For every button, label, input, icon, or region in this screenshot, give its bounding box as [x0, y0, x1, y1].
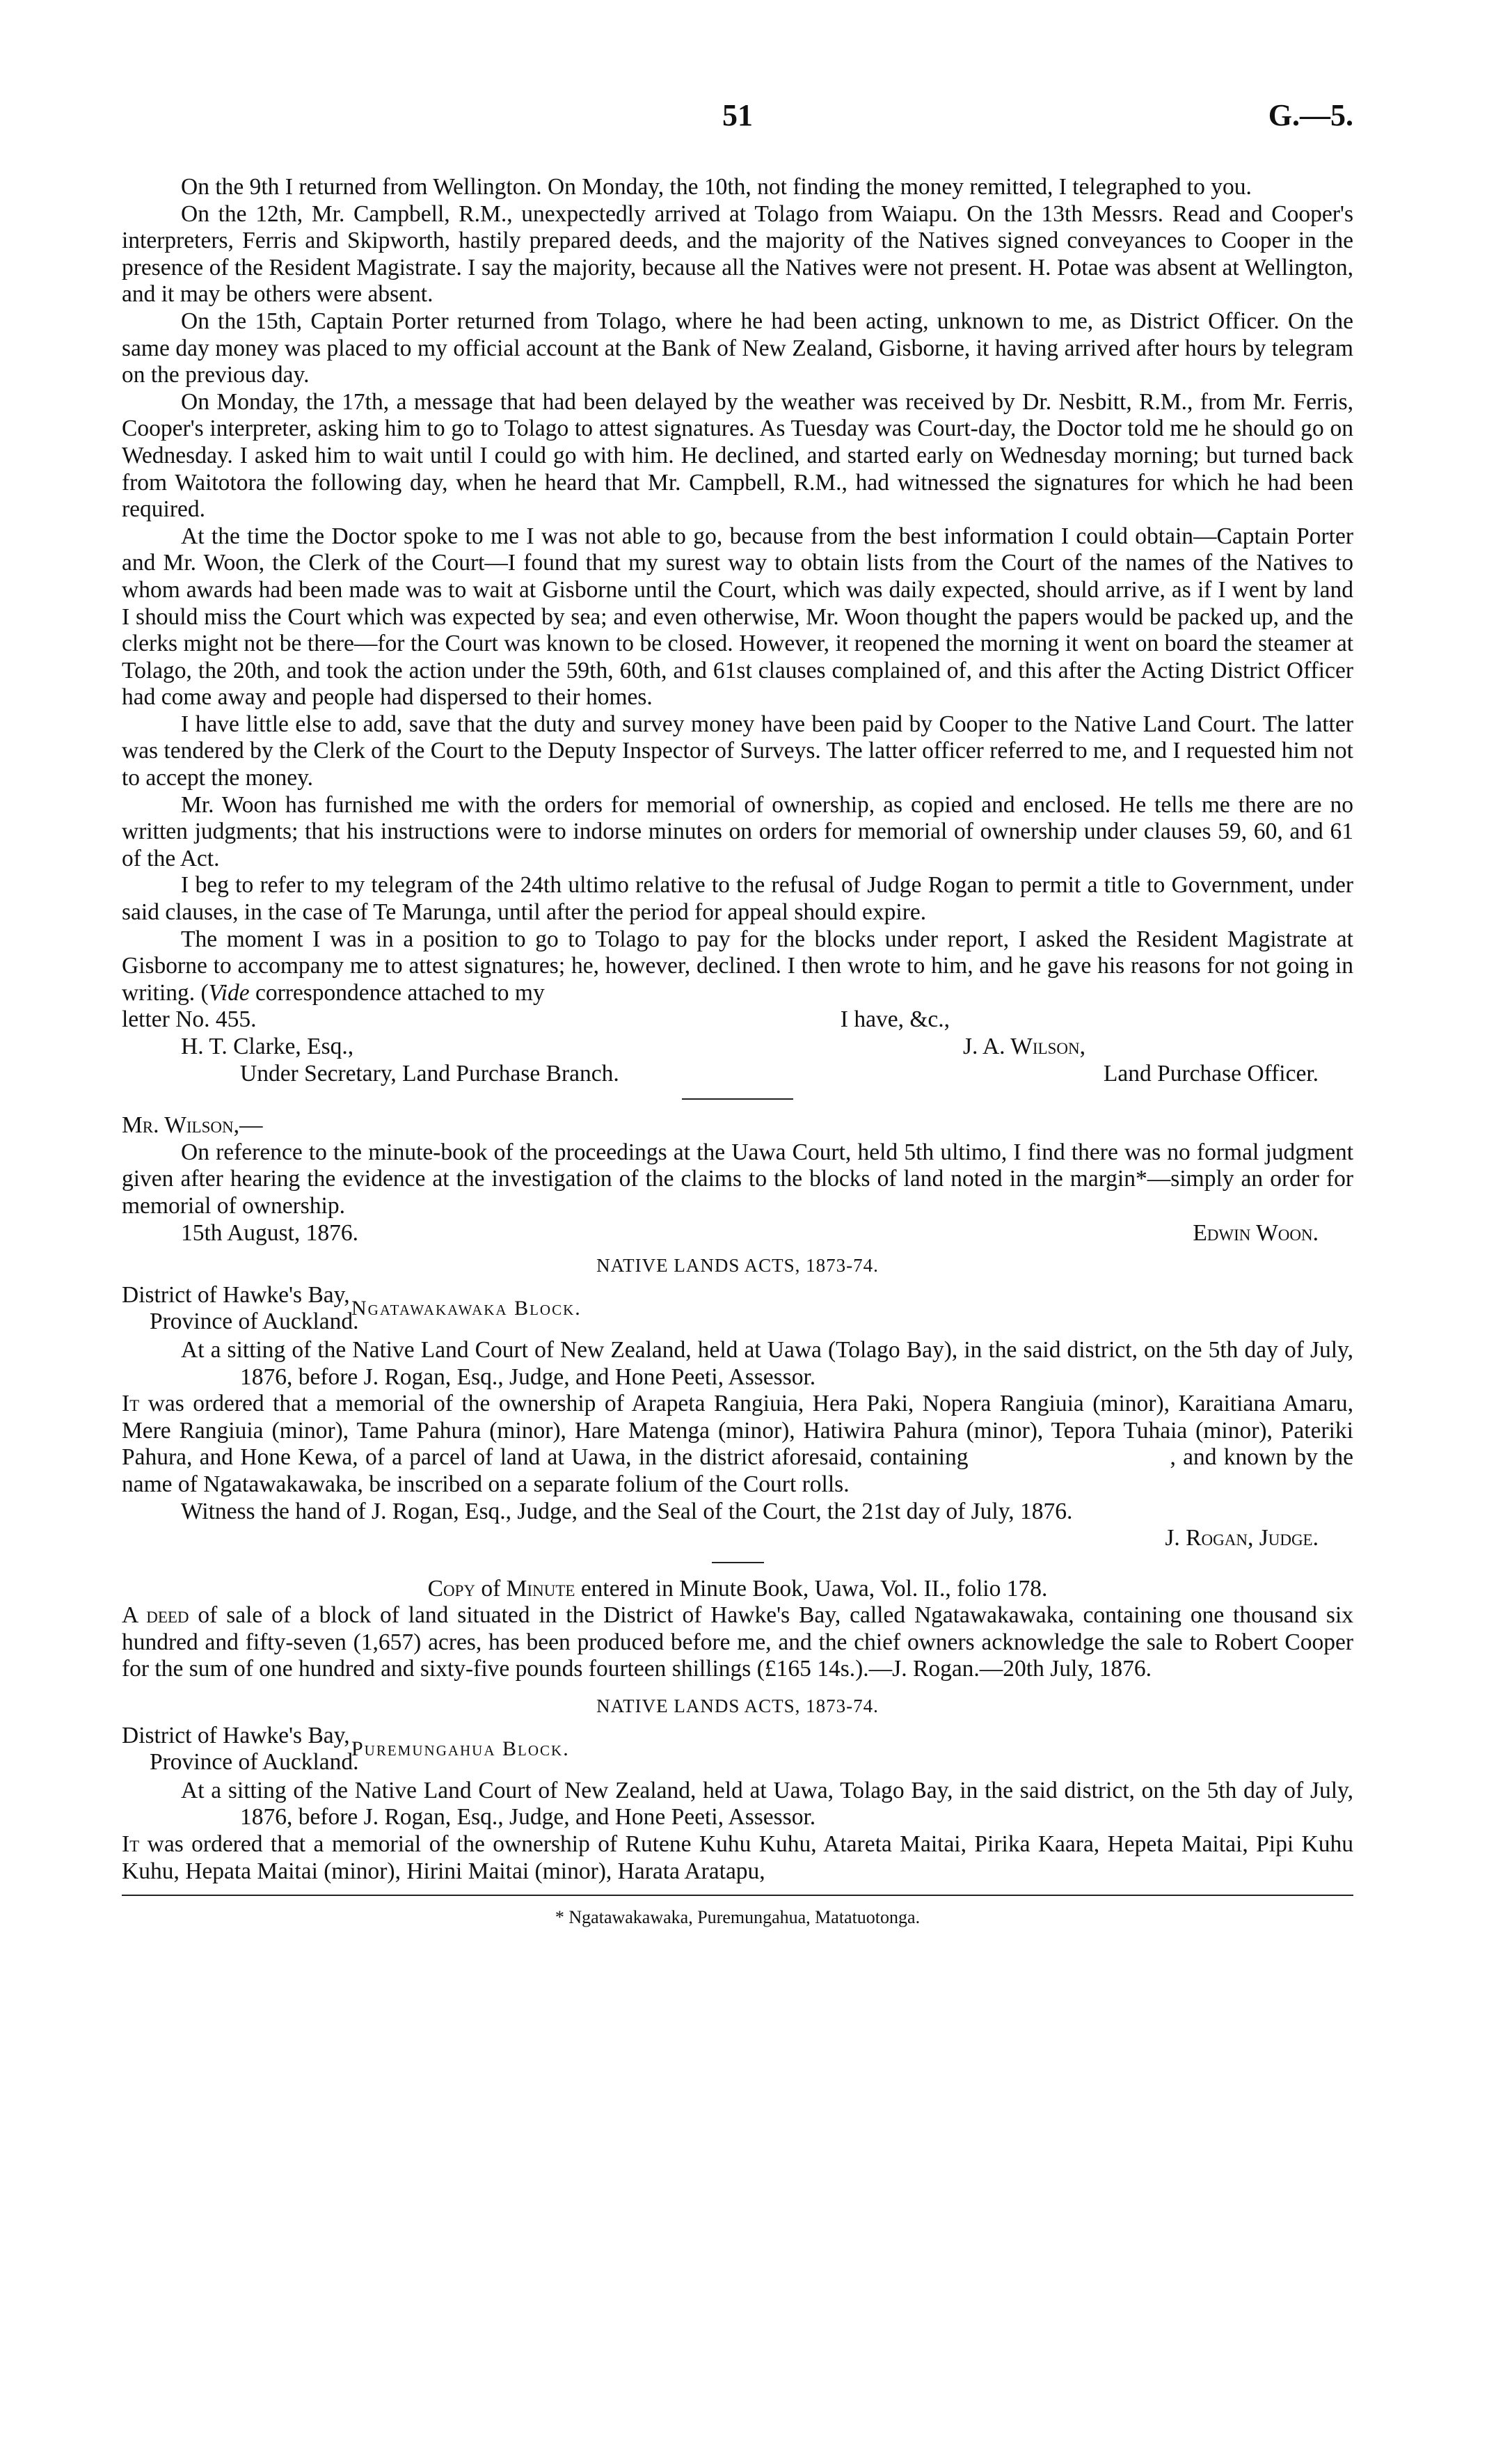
- district-heading: [122, 1282, 1353, 1336]
- letter-paragraph: I have little else to add, save that the duty and survey money have been paid by Cooper to the Native Land Court. The latter was tendered by the Clerk of the Court to the Deputy Inspector of Surveys. The latter officer referred to me, and I requested him not to accept the money.: [122, 711, 1353, 791]
- addressee-name: H. T. Clarke, Esq.,: [181, 1034, 354, 1059]
- paper-code: G.—5.: [1268, 98, 1353, 132]
- page-header: [122, 97, 1353, 146]
- letter-paragraph: On Monday, the 17th, a message that had been delayed by the weather was received by Dr. Nesbitt, R.M., from Mr. Ferris, Cooper's interpreter, asking him to go to Tolago to attest signatures. As Tuesday was Court-day, the Doctor told me he should go on Wednesday. I asked him to wait until I could go with him. He declined, and started early on Wednesday morning; but turned back from Waitotora the following day, when he heard that Mr. Campbell, R.M., had witnessed the signatures for which he had been required.: [122, 388, 1353, 523]
- letter-paragraph: I beg to refer to my telegram of the 24th ultimo relative to the refusal of Judge Rogan to permit a title to Government, under said clauses, in the case of Te Marunga, until after the period for appeal should expire.: [122, 872, 1353, 926]
- letter-paragraph: On the 9th I returned from Wellington. On Monday, the 10th, not finding the money remitted, I telegraphed to you.: [181, 174, 1252, 200]
- letter-number: letter No. 455.: [122, 1006, 257, 1033]
- letter-number-row: [122, 1006, 1353, 1034]
- woon-minute: [122, 1112, 1353, 1247]
- letter-paragraph: The moment I was in a position to go to Tolago to pay for the blocks under report, I asked the Resident Magistrate at Gisborne to accompany me to attest signatures; he, however, declined. I then wrote to him, and he gave his reasons for not going in writing. (Vide correspondence attached to my: [122, 926, 1353, 1006]
- district-name: District of Hawke's Bay,: [122, 1281, 350, 1308]
- court-sitting: At a sitting of the Native Land Court of New Zealand, held at Uawa (Tolago Bay), in the said district, on the 5th day of July, 1876, before J. Rogan, Esq., Judge, and Hone Peeti, Assessor.: [181, 1336, 1353, 1390]
- minute-copy: [122, 1576, 1353, 1683]
- province-name: Province of Auckland.: [150, 1749, 359, 1776]
- act-title: NATIVE LANDS ACTS, 1873-74.: [596, 1696, 879, 1717]
- province-name: Province of Auckland.: [150, 1309, 359, 1335]
- minute-copy-title: Copy of Minute entered in Minute Book, Uawa, Vol. II., folio 178.: [427, 1575, 1048, 1602]
- act-title: NATIVE LANDS ACTS, 1873-74.: [596, 1255, 879, 1277]
- footnote-divider: [122, 1895, 1353, 1896]
- signer-title: Land Purchase Officer.: [1103, 1060, 1319, 1086]
- witness-line: Witness the hand of J. Rogan, Esq., Judge, and the Seal of the Court, the 21st day of July, 1876.: [181, 1498, 1073, 1524]
- minute-body: On reference to the minute-book of the proceedings at the Uawa Court, held 5th ultimo, I find there was no formal judgment given after hearing the evidence at the investigation of the claims to the blocks of land noted in the margin*—simply an order for memorial of ownership.: [122, 1139, 1353, 1219]
- letter-paragraph: Mr. Woon has furnished me with the orders for memorial of ownership, as copied and enclosed. He tells me there are no written judgments; that his instructions were to indorse minutes on orders for memorial of ownership under clauses 59, 60, and 61 of the Act.: [122, 791, 1353, 871]
- judge-signature: J. Rogan, Judge.: [1165, 1525, 1319, 1551]
- footnote: * Ngatawakawaka, Puremungahua, Matatuotonga.: [555, 1907, 921, 1928]
- wilson-letter: [122, 174, 1353, 1087]
- district-heading: [122, 1723, 1353, 1776]
- order-ngatawakawaka: [122, 1252, 1353, 1552]
- court-order: It was ordered that a memorial of the ownership of Rutene Kuhu Kuhu, Atareta Maitai, Pirika Kaara, Hepeta Maitai, Pipi Kuhu Kuhu, Hepata Maitai (minor), Hirini Maitai (minor), Harata Aratapu,: [122, 1831, 1353, 1884]
- section-divider: [682, 1098, 793, 1100]
- document-body: [122, 174, 1353, 1931]
- block-name: Puremungahua Block.: [351, 1737, 570, 1760]
- court-order: It was ordered that a memorial of the ownership of Arapeta Rangiuia, Hera Paki, Nopera Rangiuia (minor), Karaitiana Amaru, Mere Rangiuia (minor), Tame Pahura (minor), Hare Matenga (minor), Hatiwira Pahura (minor), Tepora Tuhaia (minor), Pateriki Pahura, and Hone Kewa, of a parcel of land at Uawa, in the district aforesaid, containing , and known by the name of Ngatawakawaka, be inscribed on a separate folium of the Court rolls.: [122, 1391, 1353, 1497]
- letter-paragraph: On the 12th, Mr. Campbell, R.M., unexpectedly arrived at Tolago from Waiapu. On the 13th Messrs. Read and Cooper's interpreters, Ferris and Skipworth, hastily prepared deeds, and the majority of the Natives signed conveyances to Cooper in the presence of the Resident Magistrate. I say the majority, because all the Natives were not present. H. Potae was absent at Wellington, and it may be others were absent.: [122, 200, 1353, 308]
- letter-closing: I have, &c.,: [840, 1006, 950, 1033]
- signer-name: J. A. Wilson,: [963, 1034, 1085, 1059]
- district-name: District of Hawke's Bay,: [122, 1722, 350, 1748]
- minute-signer: Edwin Woon.: [1193, 1219, 1319, 1246]
- addressee-row: [122, 1034, 1353, 1061]
- addressee-title: Under Secretary, Land Purchase Branch.: [240, 1060, 619, 1086]
- minute-date: 15th August, 1876.: [181, 1219, 358, 1246]
- minute-signature-row: [122, 1220, 1353, 1247]
- block-name: Ngatawakawaka Block.: [351, 1297, 582, 1320]
- title-row: [122, 1061, 1353, 1088]
- section-divider: [712, 1562, 764, 1563]
- letter-paragraph: At the time the Doctor spoke to me I was not able to go, because from the best information I could obtain—Captain Porter and Mr. Woon, the Clerk of the Court—I found that my surest way to obtain lists from the Court of the names of the Natives to whom awards had been made was to wait at Gisborne until the Court, which was daily expected, should arrive, as if I went by land I should miss the Court which was expected by sea; and even otherwise, Mr. Woon thought the papers would be packed up, and the clerks might not be there—for the Court was known to be closed. However, it reopened the morning it went on board the steamer at Tolago, the 20th, and took the action under the 59th, 60th, and 61st clauses complained of, and this after the Acting District Officer had come away and people had dispersed to their homes.: [122, 523, 1353, 711]
- minute-copy-body: A deed of sale of a block of land situated in the District of Hawke's Bay, called Ngatawakawaka, containing one thousand six hundred and fifty-seven (1,657) acres, has been produced before me, and the chief owners acknowledge the sale to Robert Cooper for the sum of one hundred and sixty-five pounds fourteen shillings (£165 14s.).—J. Rogan.—20th July, 1876.: [122, 1602, 1353, 1682]
- letter-paragraph: On the 15th, Captain Porter returned from Tolago, where he had been acting, unknown to me, as District Officer. On the same day money was placed to my official account at the Bank of New Zealand, Gisborne, it having arrived after hours by telegram on the previous day.: [122, 308, 1353, 388]
- order-puremungahua: [122, 1693, 1353, 1885]
- court-sitting: At a sitting of the Native Land Court of New Zealand, held at Uawa, Tolago Bay, in the said district, on the 5th day of July, 1876, before J. Rogan, Esq., Judge, and Hone Peeti, Assessor.: [181, 1777, 1353, 1831]
- page-number: 51: [722, 98, 753, 132]
- salutation: Mr. Wilson,—: [122, 1112, 263, 1139]
